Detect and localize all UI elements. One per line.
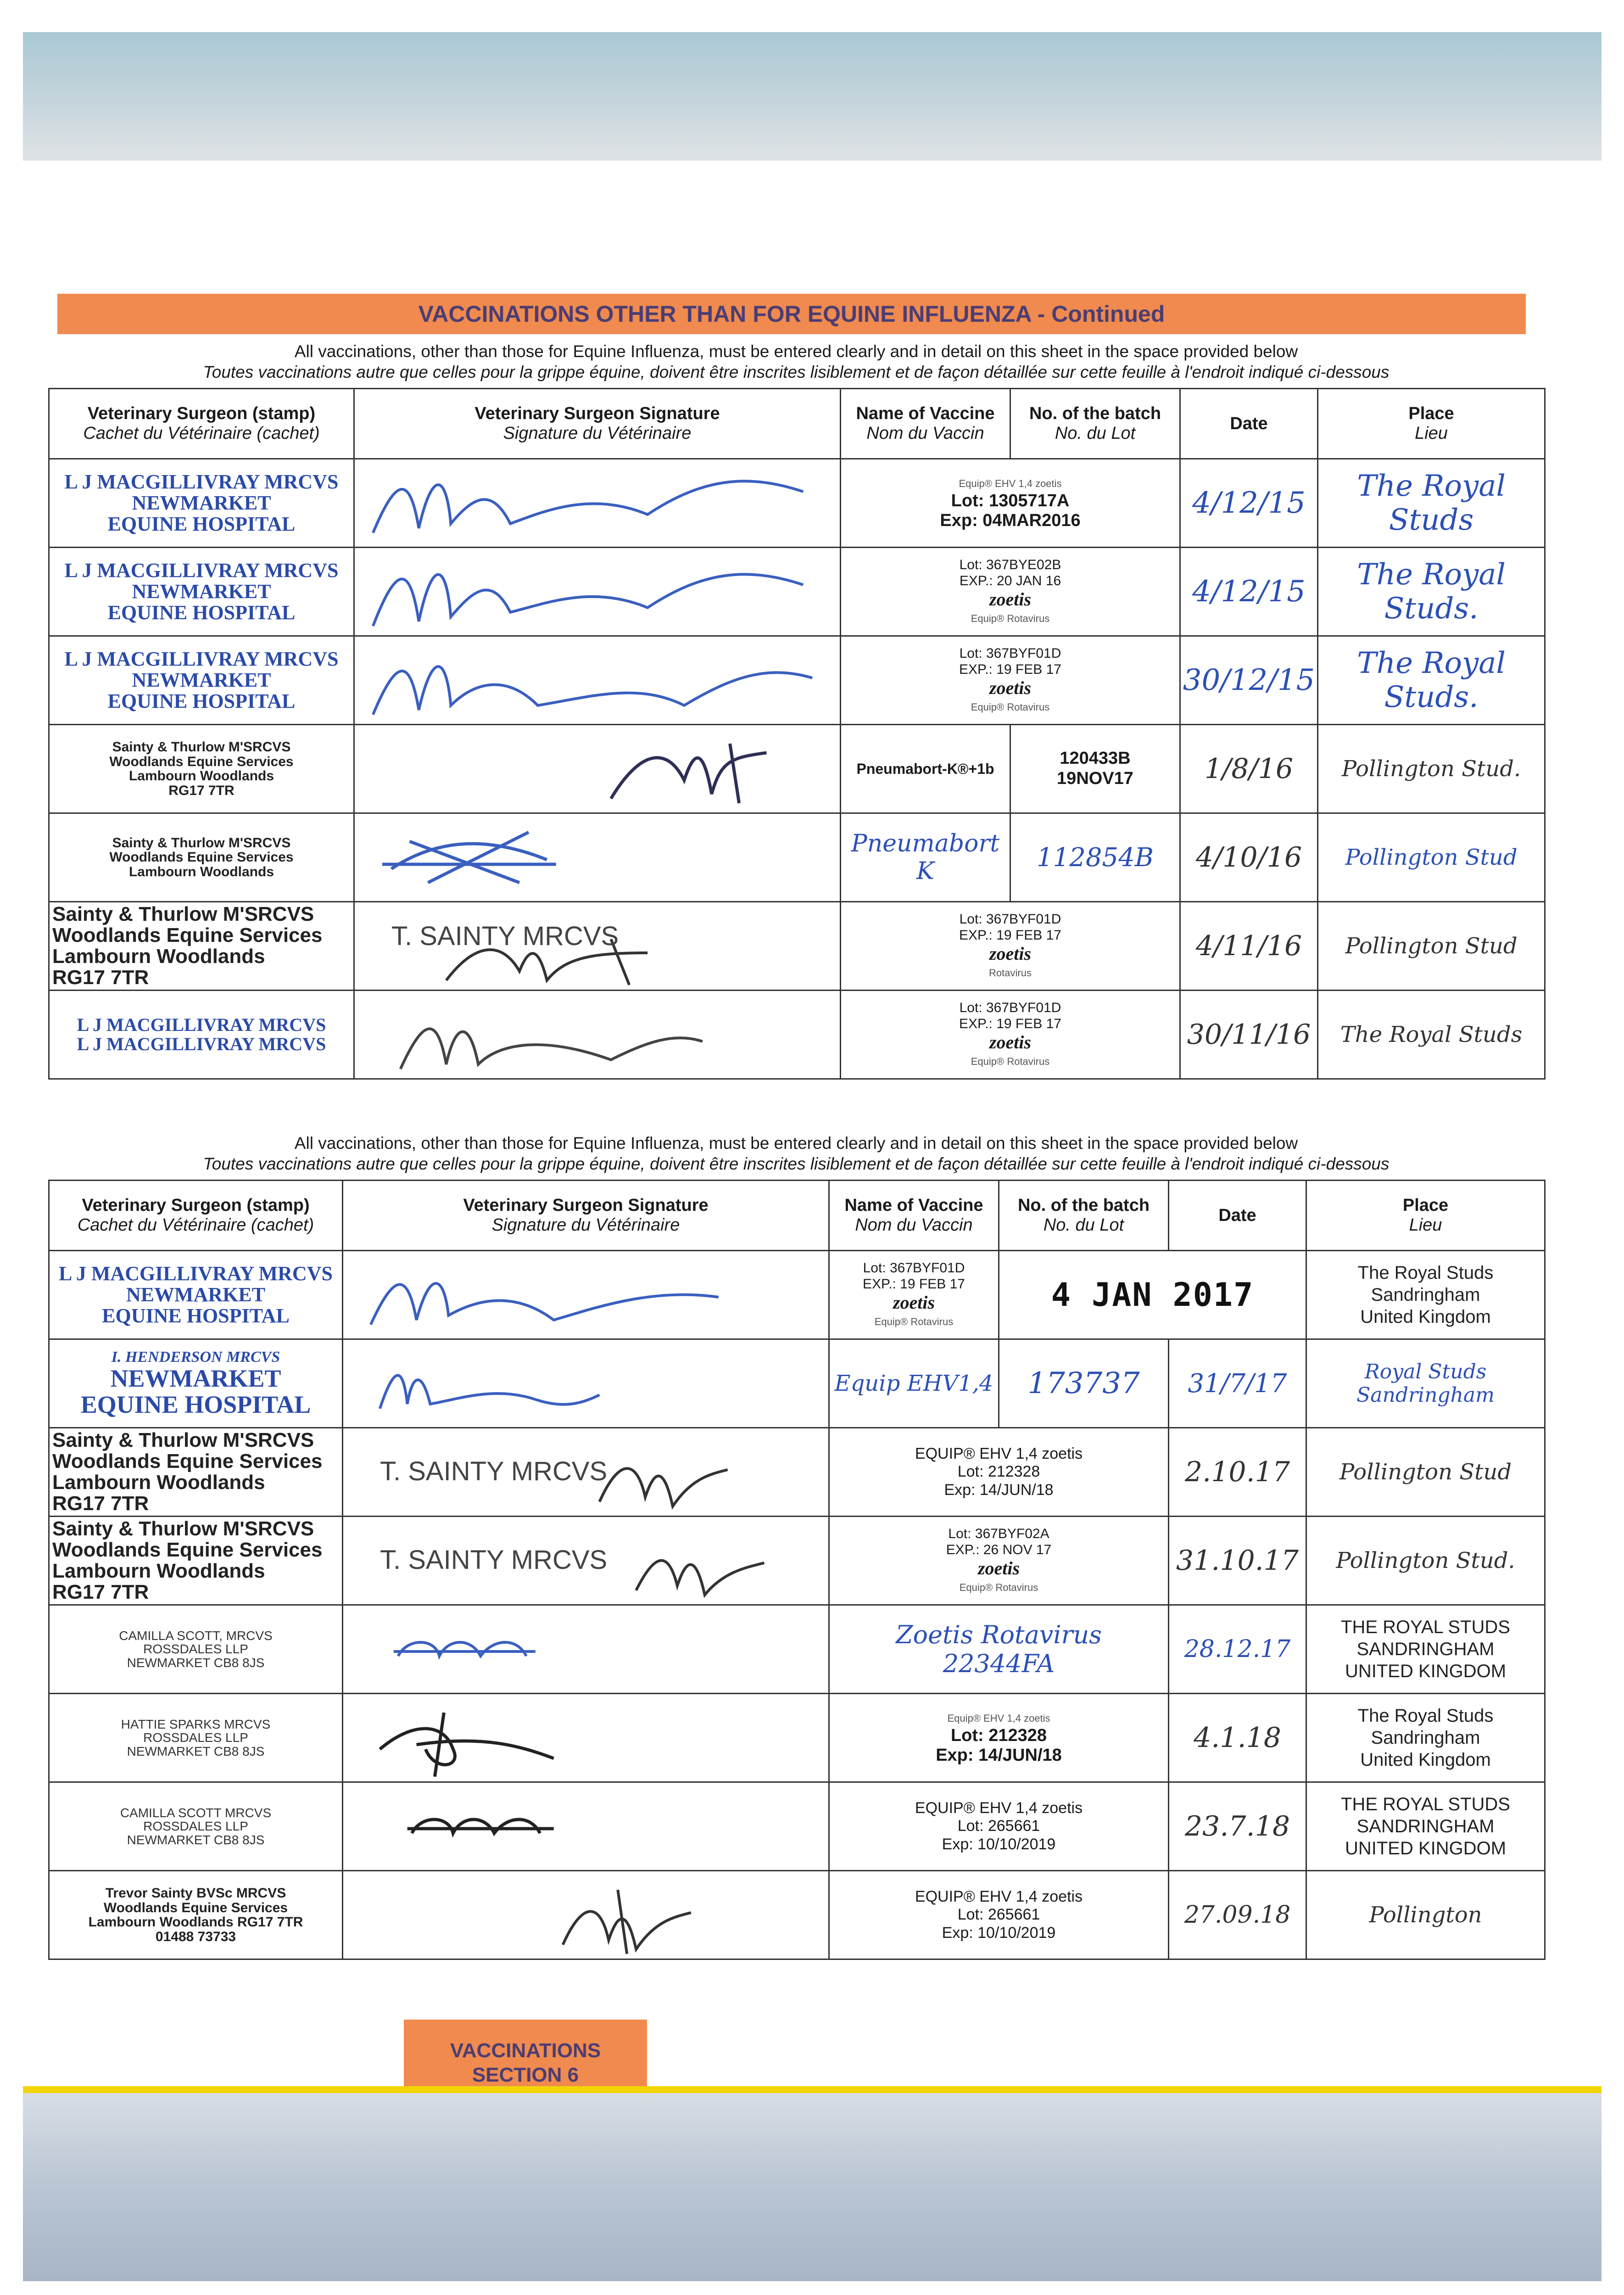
col-signature: Veterinary Surgeon Signature Signature du Vétérinaire [354, 389, 841, 459]
col-surgeon: Veterinary Surgeon (stamp) Cachet du Vétérinaire (cachet) [49, 389, 354, 459]
signature [354, 548, 841, 636]
table-row [49, 991, 1545, 1079]
surgeon-stamp: I. HENDERSON MRCVS NEWMARKET EQUINE HOSPITAL [49, 1339, 343, 1428]
vaccine-label-sticker: Lot: 367BYF01D EXP.: 19 FEB 17 zoetis Equip® Rotavirus [841, 636, 1180, 725]
footer-line-2: SECTION 6 [472, 2064, 579, 2086]
surgeon-stamp: L J MACGILLIVRAY MRCVS L J MACGILLIVRAY MRCVS [49, 991, 354, 1079]
date: 31.10.17 [1169, 1517, 1306, 1605]
signature [343, 1251, 829, 1339]
date: 23.7.18 [1169, 1782, 1306, 1871]
place: The Royal Studs. [1318, 636, 1545, 725]
footer-line-1: VACCINATIONS [450, 2039, 601, 2062]
date: 27.09.18 [1169, 1871, 1306, 1959]
place: Pollington Stud [1318, 902, 1545, 991]
signature [343, 1605, 829, 1694]
col-date: Date [1169, 1181, 1306, 1251]
place: The Royal Studs [1318, 991, 1545, 1079]
signature [354, 813, 841, 902]
scanner-edge-bottom [23, 2093, 1602, 2281]
vaccine-label-sticker: Lot: 367BYF01D EXP.: 19 FEB 17 zoetis Equip® Rotavirus [841, 991, 1180, 1079]
col-place: Place Lieu [1306, 1181, 1545, 1251]
vaccine-handwritten: Zoetis Rotavirus 22344FA [829, 1605, 1169, 1694]
table-row [49, 1605, 1545, 1694]
date: 4.1.18 [1169, 1694, 1306, 1782]
surgeon-stamp: Sainty & Thurlow M'SRCVS Woodlands Equine Services Lambourn Woodlands RG17 7TR [49, 725, 354, 813]
vaccine-label-sticker: EQUIP® EHV 1,4 zoetis Lot: 265661 Exp: 10/10/2019 [829, 1782, 1169, 1871]
signature: T. SAINTY MRCVS [343, 1428, 829, 1517]
vaccine-name: Pneumabort K [841, 813, 1010, 902]
vaccine-label-sticker: Equip® EHV 1,4 zoetis Lot: 212328 Exp: 14/JUN/18 [829, 1694, 1169, 1782]
table-row [49, 1694, 1545, 1782]
batch-number: 112854B [1010, 813, 1180, 902]
date: 4/10/16 [1180, 813, 1318, 902]
surgeon-stamp: L J MACGILLIVRAY MRCVS NEWMARKET EQUINE HOSPITAL [49, 1251, 343, 1339]
signature [343, 1339, 829, 1428]
signature [343, 1694, 829, 1782]
instruction-english: All vaccinations, other than those for Equine Influenza, must be entered clearly and in detail on this sheet in the space provided below [294, 1134, 1298, 1153]
signature [354, 459, 841, 548]
date: 31/7/17 [1169, 1339, 1306, 1428]
vaccine-name: Pneumabort-K®+1b [841, 725, 1010, 813]
vaccination-table-upper [48, 388, 1546, 1080]
surgeon-stamp: CAMILLA SCOTT MRCVS ROSSDALES LLP NEWMARKET CB8 8JS [49, 1782, 343, 1871]
col-place: Place Lieu [1318, 389, 1545, 459]
surgeon-stamp: HATTIE SPARKS MRCVS ROSSDALES LLP NEWMARKET CB8 8JS [49, 1694, 343, 1782]
table-row [49, 1871, 1545, 1959]
surgeon-stamp: Trevor Sainty BVSc MRCVS Woodlands Equine Services Lambourn Woodlands RG17 7TR 01488 73733 [49, 1871, 343, 1959]
date: 28.12.17 [1169, 1605, 1306, 1694]
table-row [49, 1782, 1545, 1871]
place: Pollington [1306, 1871, 1545, 1959]
lower-sheet [48, 1134, 1544, 2015]
vaccine-label-sticker: EQUIP® EHV 1,4 zoetis Lot: 265661 Exp: 10/10/2019 [829, 1871, 1169, 1959]
surgeon-stamp: Sainty & Thurlow M'SRCVS Woodlands Equine Services Lambourn Woodlands RG17 7TR [49, 1428, 343, 1517]
date: 4/12/15 [1180, 548, 1318, 636]
place: THE ROYAL STUDS SANDRINGHAM UNITED KINGDOM [1306, 1782, 1545, 1871]
vaccine-label-sticker: Equip® EHV 1,4 zoetis Lot: 1305717A Exp: 04MAR2016 [841, 459, 1180, 548]
signature [343, 1782, 829, 1871]
table-row [49, 548, 1545, 636]
date: 30/12/15 [1180, 636, 1318, 725]
vaccine-label-sticker: Lot: 367BYF01D EXP.: 19 FEB 17 zoetis Equip® Rotavirus [829, 1251, 999, 1339]
col-date: Date [1180, 389, 1318, 459]
date-stamp: 4 JAN 2017 [999, 1251, 1306, 1339]
place: Pollington Stud [1318, 813, 1545, 902]
col-batch: No. of the batch No. du Lot [1010, 389, 1180, 459]
table-row [49, 725, 1545, 813]
batch-number: 173737 [999, 1339, 1169, 1428]
date: 4/11/16 [1180, 902, 1318, 991]
date: 30/11/16 [1180, 991, 1318, 1079]
col-vaccine: Name of Vaccine Nom du Vaccin [841, 389, 1010, 459]
surgeon-stamp: Sainty & Thurlow M'SRCVS Woodlands Equine Services Lambourn Woodlands RG17 7TR [49, 1517, 343, 1605]
signature [354, 725, 841, 813]
col-signature: Veterinary Surgeon Signature Signature du Vétérinaire [343, 1181, 829, 1251]
surgeon-stamp: Sainty & Thurlow M'SRCVS Woodlands Equine Services Lambourn Woodlands [49, 813, 354, 902]
instruction-english: All vaccinations, other than those for Equine Influenza, must be entered clearly and in detail on this sheet in the space provided below [294, 342, 1298, 361]
vaccine-label-sticker: Lot: 367BYF01D EXP.: 19 FEB 17 zoetis Rotavirus [841, 902, 1180, 991]
surgeon-stamp: L J MACGILLIVRAY MRCVS NEWMARKET EQUINE HOSPITAL [49, 459, 354, 548]
table-row [49, 902, 1545, 991]
section-banner: VACCINATIONS OTHER THAN FOR EQUINE INFLUENZA - Continued [57, 294, 1526, 334]
table-row [49, 1428, 1545, 1517]
place: Pollington Stud. [1306, 1517, 1545, 1605]
batch-number: 120433B 19NOV17 [1010, 725, 1180, 813]
place: The Royal Studs Sandringham United Kingdom [1306, 1251, 1545, 1339]
place: The Royal Studs Sandringham United Kingdom [1306, 1694, 1545, 1782]
table-row [49, 1517, 1545, 1605]
place: The Royal Studs [1318, 459, 1545, 548]
vaccine-label-sticker: Lot: 367BYF02A EXP.: 26 NOV 17 zoetis Equip® Rotavirus [829, 1517, 1169, 1605]
date: 4/12/15 [1180, 459, 1318, 548]
place: Pollington Stud [1306, 1428, 1545, 1517]
place: Pollington Stud. [1318, 725, 1545, 813]
surgeon-stamp: CAMILLA SCOTT, MRCVS ROSSDALES LLP NEWMARKET CB8 8JS [49, 1605, 343, 1694]
instruction-french: Toutes vaccinations autre que celles pour la grippe équine, doivent être inscrites lisiblement et de façon détaillée sur cette feuille à l'endroit indiqué ci-dessous [203, 1154, 1390, 1173]
table-row [49, 636, 1545, 725]
col-batch: No. of the batch No. du Lot [999, 1181, 1169, 1251]
vaccination-table-lower [48, 1180, 1546, 1960]
signature [354, 991, 841, 1079]
vaccine-label-sticker: EQUIP® EHV 1,4 zoetis Lot: 212328 Exp: 14/JUN/18 [829, 1428, 1169, 1517]
surgeon-stamp: Sainty & Thurlow M'SRCVS Woodlands Equine Services Lambourn Woodlands RG17 7TR [49, 902, 354, 991]
col-surgeon: Veterinary Surgeon (stamp) Cachet du Vétérinaire (cachet) [49, 1181, 343, 1251]
scanner-edge-top [23, 32, 1602, 161]
table-row [49, 459, 1545, 548]
signature [354, 636, 841, 725]
date: 1/8/16 [1180, 725, 1318, 813]
surgeon-stamp: L J MACGILLIVRAY MRCVS NEWMARKET EQUINE HOSPITAL [49, 548, 354, 636]
header-row [49, 1181, 1545, 1251]
instruction-french: Toutes vaccinations autre que celles pour la grippe équine, doivent être inscrites lisiblement et de façon détaillée sur cette feuille à l'endroit indiqué ci-dessous [203, 363, 1390, 381]
place: Royal Studs Sandringham [1306, 1339, 1545, 1428]
header-row [49, 389, 1545, 459]
surgeon-stamp: L J MACGILLIVRAY MRCVS NEWMARKET EQUINE HOSPITAL [49, 636, 354, 725]
upper-sheet [48, 294, 1544, 1125]
vaccine-name: Equip EHV1,4 [829, 1339, 999, 1428]
table-row [49, 813, 1545, 902]
date: 2.10.17 [1169, 1428, 1306, 1517]
place: THE ROYAL STUDS SANDRINGHAM UNITED KINGDOM [1306, 1605, 1545, 1694]
signature [343, 1871, 829, 1959]
table-row [49, 1251, 1545, 1339]
col-vaccine: Name of Vaccine Nom du Vaccin [829, 1181, 999, 1251]
vaccine-label-sticker: Lot: 367BYE02B EXP.: 20 JAN 16 zoetis Equip® Rotavirus [841, 548, 1180, 636]
signature: T. SAINTY MRCVS [343, 1517, 829, 1605]
signature: T. SAINTY MRCVS [354, 902, 841, 991]
table-row [49, 1339, 1545, 1428]
place: The Royal Studs. [1318, 548, 1545, 636]
